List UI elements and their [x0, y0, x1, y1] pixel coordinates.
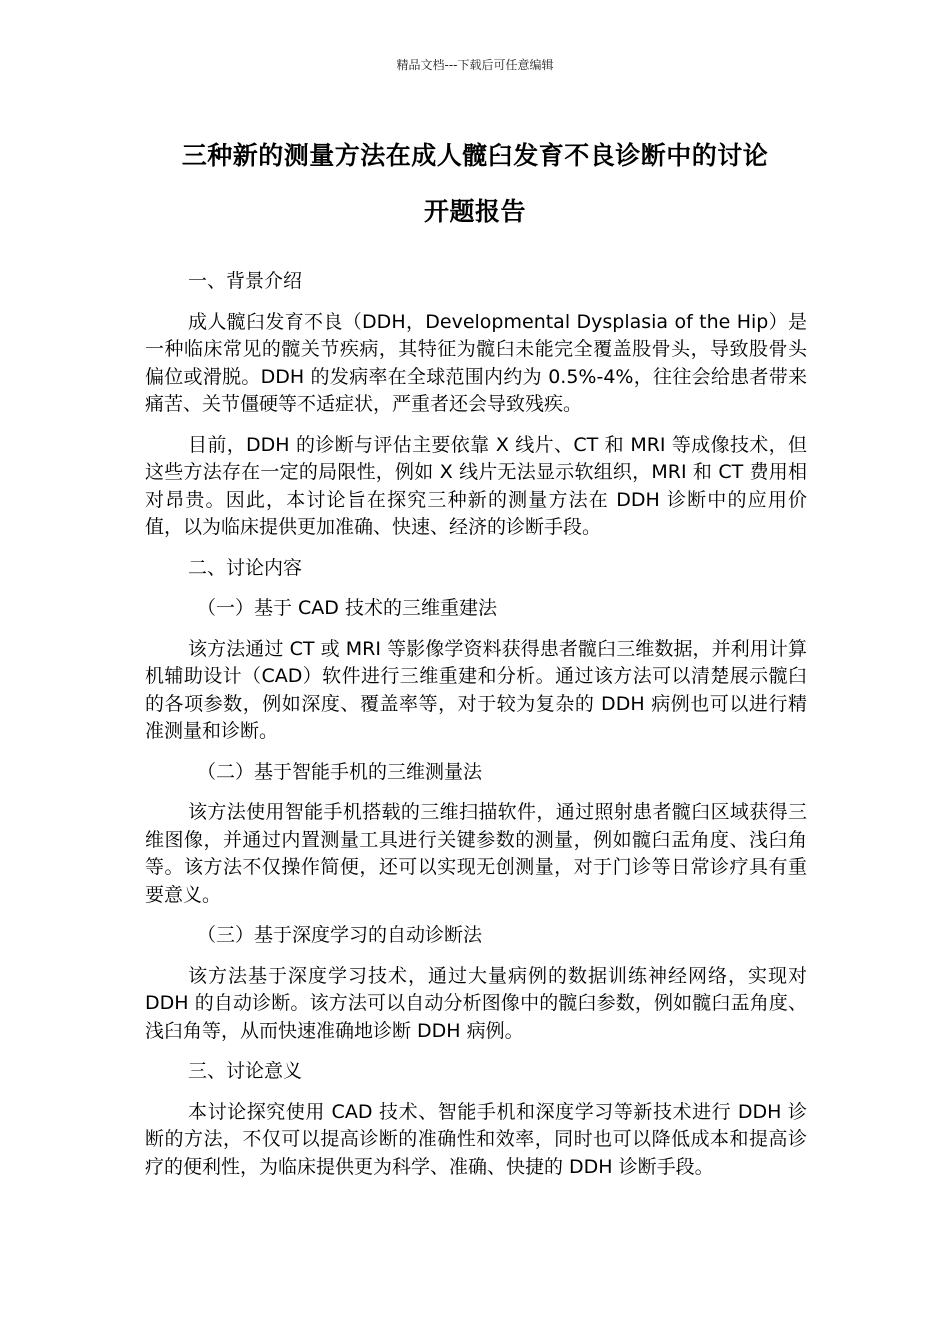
section-heading-significance: 三、讨论意义 — [188, 1060, 303, 1082]
paragraph-background-2: 目前，DDH 的诊断与评估主要依靠 X 线片、CT 和 MRI 等成像技术，但这些方法存在一定的局限性，例如 X 线片无法显示软组织，MRI 和 CT 费用相对昂贵。因此，本讨论旨在探究三种新的测量方法在 DDH 诊断中的应用价值，以为临床提供更加准确、快速、经济的诊断手段。 — [145, 433, 807, 538]
subheading-deep-learning: （三）基于深度学习的自动诊断法 — [197, 924, 483, 946]
section-heading-background: 一、背景介绍 — [188, 270, 303, 292]
subheading-cad: （一）基于 CAD 技术的三维重建法 — [197, 597, 497, 619]
document-body — [145, 268, 807, 1194]
paragraph-smartphone: 该方法使用智能手机搭载的三维扫描软件，通过照射患者髋臼区域获得三维图像，并通过内置测量工具进行关键参数的测量，例如髋臼盂角度、浅臼角等。该方法不仅操作简便，还可以实现无创测量，对于门诊等日常诊疗具有重要意义。 — [145, 801, 807, 906]
subheading-smartphone: （二）基于智能手机的三维测量法 — [197, 760, 483, 783]
title-line-2: 开题报告 — [423, 197, 526, 226]
header-note: 精品文档---下载后可任意编辑 — [396, 58, 554, 72]
paragraph-background-1: 成人髋臼发育不良（DDH，Developmental Dysplasia of the Hip）是一种临床常见的髋关节疾病，其特征为髋臼未能完全覆盖股骨头，导致股骨头偏位或滑脱。DDH 的发病率在全球范围内约为 0.5%-4%，往往会给患者带来痛苦、关节僵硬等不适症状，严重者还会导致残疾。 — [145, 310, 807, 415]
paragraph-cad: 该方法通过 CT 或 MRI 等影像学资料获得患者髋臼三维数据，并利用计算机辅助设计（CAD）软件进行三维重建和分析。通过该方法可以清楚展示髋臼的各项参数，例如深度、覆盖率等，对于较为复杂的 DDH 病例也可以进行精准测量和诊断。 — [145, 637, 807, 742]
document-title — [140, 128, 810, 240]
paragraph-significance: 本讨论探究使用 CAD 技术、智能手机和深度学习等新技术进行 DDH 诊断的方法，不仅可以提高诊断的准确性和效率，同时也可以降低成本和提高诊疗的便利性，为临床提供更为科学、准确、快捷的 DDH 诊断手段。 — [145, 1100, 807, 1178]
section-heading-content: 二、讨论内容 — [188, 556, 303, 579]
paragraph-deep-learning: 该方法基于深度学习技术，通过大量病例的数据训练神经网络，实现对 DDH 的自动诊断。该方法可以自动分析图像中的髋臼参数，例如髋臼盂角度、浅臼角等，从而快速准确地诊断 DDH 病例。 — [145, 964, 807, 1042]
title-line-1: 三种新的测量方法在成人髋臼发育不良诊断中的讨论 — [181, 141, 769, 170]
